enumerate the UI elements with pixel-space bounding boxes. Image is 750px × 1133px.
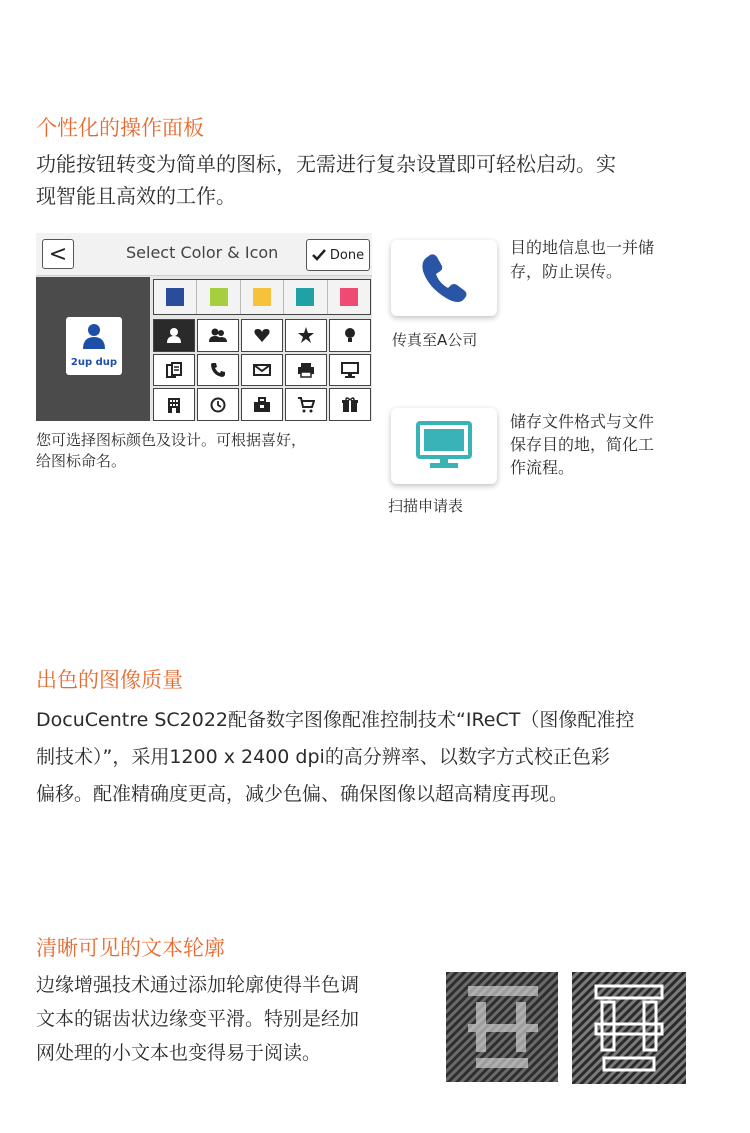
preview-tile (66, 317, 122, 375)
preview-label: 2up dup (70, 357, 118, 368)
clock-icon (210, 397, 226, 413)
fax-shortcut-card[interactable] (391, 240, 497, 316)
swatch-blue (166, 288, 184, 306)
star-icon (298, 327, 314, 343)
halftone-sample-after (572, 972, 686, 1084)
icon-option-clock[interactable] (197, 388, 239, 421)
color-swatch-3[interactable] (241, 280, 284, 314)
fax-shortcut-label: 传真至A公司 (392, 331, 478, 349)
person-icon (82, 323, 106, 349)
section-image-quality-heading: 出色的图像质量 (36, 668, 183, 692)
phone-icon (210, 362, 226, 378)
desc-line: 储存文件格式与文件 (510, 412, 655, 431)
color-swatch-row (153, 279, 371, 315)
desc-line: 作流程。 (510, 458, 575, 477)
icon-option-briefcase[interactable] (241, 388, 283, 421)
caption-line: 给图标命名。 (36, 452, 127, 470)
color-swatch-1[interactable] (154, 280, 197, 314)
icon-option-monitor[interactable] (329, 354, 371, 387)
chevron-left-icon: < (48, 241, 68, 267)
icon-option-building[interactable] (153, 388, 195, 421)
group-icon (209, 327, 227, 343)
panel-caption (36, 430, 376, 472)
halftone-before-image (446, 972, 558, 1082)
section-image-quality-text (36, 702, 726, 813)
document-icon (166, 362, 182, 378)
icon-option-cart[interactable] (285, 388, 327, 421)
checkmark-icon (312, 249, 326, 261)
icon-option-group[interactable] (197, 319, 239, 352)
icon-option-heart[interactable] (241, 319, 283, 352)
icon-option-printer[interactable] (285, 354, 327, 387)
cart-icon (297, 397, 315, 413)
select-color-icon-panel (36, 233, 372, 421)
done-button[interactable] (306, 239, 370, 271)
panel-header (36, 233, 372, 276)
monitor-icon (416, 421, 472, 471)
swatch-green (210, 288, 228, 306)
text-line: 现智能且高效的工作。 (36, 184, 236, 208)
halftone-sample-before (446, 972, 558, 1082)
panel-title: Select Color & Icon (126, 243, 279, 262)
section-text-outline-heading: 清晰可见的文本轮廓 (36, 936, 225, 960)
icon-option-bulb[interactable] (329, 319, 371, 352)
scan-shortcut-card[interactable] (391, 408, 497, 484)
swatch-pink (340, 288, 358, 306)
halftone-after-image (572, 972, 686, 1084)
bulb-icon (344, 327, 356, 343)
printer-icon (297, 362, 315, 378)
heart-icon (254, 328, 270, 342)
icon-preview-area (36, 277, 150, 421)
icon-option-person[interactable] (153, 319, 195, 352)
desc-line: 存，防止误传。 (510, 262, 623, 281)
phone-icon (420, 253, 468, 303)
briefcase-icon (253, 397, 271, 413)
icon-option-phone[interactable] (197, 354, 239, 387)
text-line: 边缘增强技术通过添加轮廓使得半色调 (36, 974, 360, 996)
color-swatch-2[interactable] (197, 280, 240, 314)
color-swatch-5[interactable] (328, 280, 370, 314)
desc-line: 保存目的地，简化工 (510, 435, 655, 454)
text-line: 文本的锯齿状边缘变平滑。特别是经加 (36, 1008, 360, 1030)
monitor-icon (341, 362, 359, 378)
text-line: 功能按钮转变为简单的图标，无需进行复杂设置即可轻松启动。实 (36, 152, 616, 176)
icon-option-gift[interactable] (329, 388, 371, 421)
back-button[interactable] (42, 239, 74, 269)
section-text-outline-text (36, 968, 436, 1070)
building-icon (167, 397, 181, 413)
done-label: Done (329, 247, 365, 263)
text-line: 网处理的小文本也变得易于阅读。 (36, 1042, 322, 1064)
fax-shortcut-description (510, 236, 700, 284)
text-line: DocuCentre SC2022配备数字图像配准控制技术“IReCT（图像配准控 (36, 709, 635, 731)
icon-option-mail[interactable] (241, 354, 283, 387)
swatch-yellow (253, 288, 271, 306)
text-line: 制技术）”，采用1200 x 2400 dpi的高分辨率、以数字方式校正色彩 (36, 746, 610, 768)
icon-grid (153, 319, 371, 421)
section-personalized-panel-heading: 个性化的操作面板 (36, 116, 204, 140)
icon-option-star[interactable] (285, 319, 327, 352)
color-swatch-4[interactable] (284, 280, 327, 314)
mail-icon (253, 364, 271, 376)
scan-shortcut-description (510, 410, 700, 479)
swatch-teal (296, 288, 314, 306)
text-line: 偏移。配准精确度更高，减少色偏、确保图像以超高精度再现。 (36, 783, 569, 805)
scan-shortcut-label: 扫描申请表 (388, 497, 464, 515)
person-icon (166, 327, 182, 343)
icon-option-document[interactable] (153, 354, 195, 387)
desc-line: 目的地信息也一并储 (510, 238, 655, 257)
section-personalized-panel-text (36, 148, 716, 212)
gift-icon (342, 397, 358, 413)
caption-line: 您可选择图标颜色及设计。可根据喜好， (36, 431, 307, 449)
